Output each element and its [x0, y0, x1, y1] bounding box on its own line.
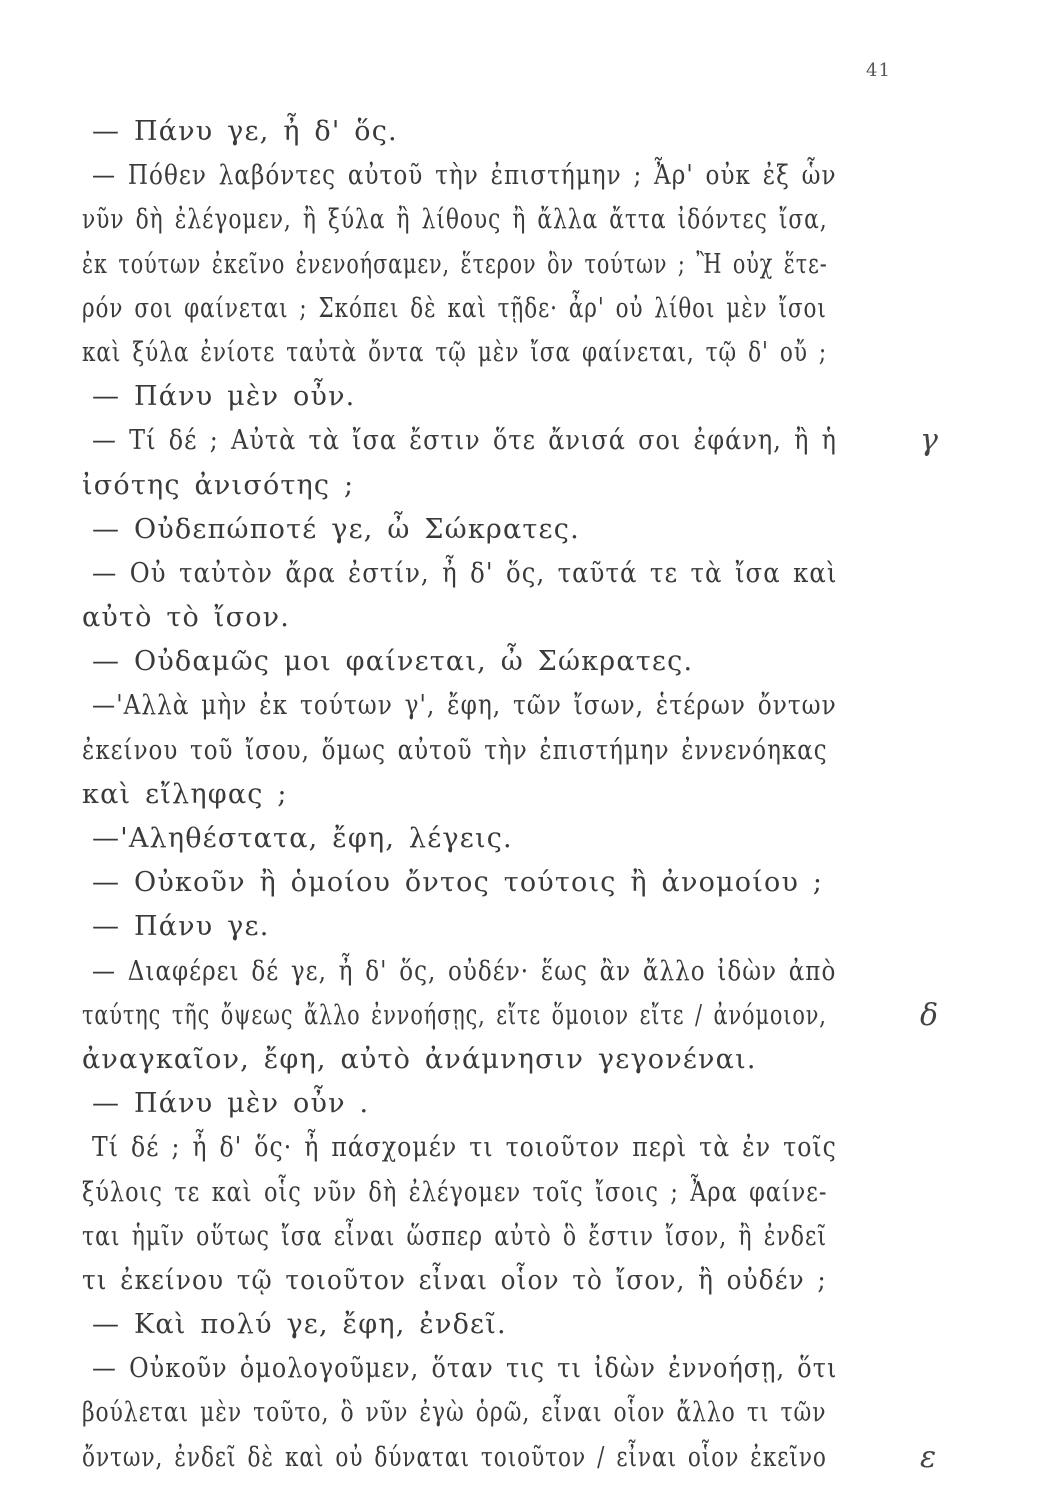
text-line-content: αὐτὸ τὸ ἴσον.	[82, 602, 291, 634]
greek-text-body	[82, 110, 940, 1480]
text-line	[82, 198, 922, 242]
stephanus-margin-mark: δ	[920, 997, 940, 1033]
text-line	[82, 729, 922, 773]
text-line	[82, 1215, 922, 1259]
text-line	[82, 464, 922, 508]
text-line-content: — Πάνυ μὲν οὖν.	[92, 381, 356, 413]
text-line	[82, 994, 940, 1038]
text-line-content: ἐκείνου τοῦ ἴσου, ὅμως αὐτοῦ τὴν ἐπιστήμην ἐννενόηκας	[82, 734, 828, 766]
text-line-content: ται ἡμῖν οὕτως ἴσα εἶναι ὥσπερ αὐτὸ ὃ ἔστιν ἴσον, ἢ ἐνδεῖ	[82, 1220, 827, 1252]
text-line	[82, 1038, 922, 1082]
text-line	[82, 596, 922, 640]
text-line-content: — Πάνυ γε.	[92, 911, 270, 943]
text-line	[82, 1436, 938, 1480]
text-line	[82, 1171, 922, 1215]
text-line	[82, 1082, 922, 1126]
text-line-content: — Πάνυ γε, ἦ δ' ὅς.	[92, 116, 398, 147]
text-line-content: — Διαφέρει δέ γε, ἦ δ' ὅς, οὐδέν· ἕως ἂν ἄλλο ἰδὼν ἀπὸ	[92, 955, 837, 987]
text-line	[82, 419, 940, 463]
text-line-content: — Πάνυ μὲν οὖν .	[92, 1088, 370, 1120]
text-line-content: — Οὐδεπώποτέ γε, ὦ Σώκρατες.	[92, 513, 580, 545]
text-line-content: τι ἐκείνου τῷ τοιοῦτον εἶναι οἷον τὸ ἴσον, ἢ οὐδέν ;	[82, 1264, 827, 1296]
text-line	[82, 1391, 922, 1435]
text-line	[82, 331, 922, 375]
text-line-content: ἰσότης ἀνισότης ;	[82, 469, 355, 501]
text-line-content: — Οὐκοῦν ἢ ὁμοίου ὄντος τούτοις ἢ ἀνομοίου ;	[92, 867, 824, 899]
text-line-content: καὶ ξύλα ἐνίοτε ταὐτὰ ὄντα τῷ μὲν ἴσα φαίνεται, τῷ δ' οὔ ;	[82, 336, 828, 368]
text-line-content: ὄντων, ἐνδεῖ δὲ καὶ οὐ δύναται τοιοῦτον / εἶναι οἷον ἐκεῖνο	[82, 1441, 827, 1473]
text-line	[82, 905, 922, 949]
text-line-content: —'Αληθέστατα, ἔφη, λέγεις.	[92, 823, 513, 854]
text-line	[82, 1347, 922, 1391]
text-line	[82, 154, 922, 198]
text-line-content: ξύλοις τε καὶ οἷς νῦν δὴ ἐλέγομεν τοῖς ἴσοις ; Ἆρα φαίνε-	[82, 1176, 828, 1208]
text-line	[82, 375, 922, 419]
stephanus-margin-mark: γ	[920, 423, 940, 459]
text-line	[82, 1303, 922, 1347]
text-line-content: Τί δέ ; ἦ δ' ὅς· ἦ πάσχομέν τι τοιοῦτον περὶ τὰ ἐν τοῖς	[92, 1132, 837, 1164]
text-line	[82, 110, 922, 154]
stephanus-margin-mark: ε	[920, 1439, 938, 1475]
text-line	[82, 1259, 922, 1303]
text-line-content: — Οὐδαμῶς μοι φαίνεται, ὦ Σώκρατες.	[92, 646, 694, 678]
text-line	[82, 508, 922, 552]
text-line	[82, 1126, 922, 1170]
text-line-content: —'Αλλὰ μὴν ἐκ τούτων γ', ἔφη, τῶν ἴσων, ἑτέρων ὄντων	[92, 690, 837, 722]
text-line	[82, 861, 922, 905]
text-line-content: καὶ εἴληφας ;	[82, 778, 288, 810]
text-line-content: ταύτης τῆς ὄψεως ἄλλο ἐννοήσῃς, εἴτε ὅμοιον εἴτε / ἀνόμοιον,	[82, 999, 827, 1031]
text-line	[82, 684, 922, 728]
text-line-content: βούλεται μὲν τοῦτο, ὃ νῦν ἐγὼ ὁρῶ, εἶναι οἷον ἄλλο τι τῶν	[82, 1397, 827, 1429]
text-line	[82, 640, 922, 684]
text-line-content: — Οὐκοῦν ὁμολογοῦμεν, ὅταν τις τι ἰδὼν ἐννοήσῃ, ὅτι	[92, 1353, 838, 1385]
text-line-content: — Πόθεν λαβόντες αὐτοῦ τὴν ἐπιστήμην ; Ἆρ' οὐκ ἐξ ὧν	[92, 160, 837, 192]
text-line	[82, 950, 922, 994]
page-number: 41	[866, 60, 891, 81]
text-line-content: ἀναγκαῖον, ἔφη, αὐτὸ ἀνάμνησιν γεγονέναι.	[82, 1043, 757, 1075]
text-line	[82, 773, 922, 817]
text-line-content: — Καὶ πολύ γε, ἔφη, ἐνδεῖ.	[92, 1309, 507, 1341]
text-line-content: ρόν σοι φαίνεται ; Σκόπει δὲ καὶ τῇδε· ἆρ' οὐ λίθοι μὲν ἴσοι	[82, 292, 827, 324]
text-line-content: νῦν δὴ ἐλέγομεν, ἢ ξύλα ἢ λίθους ἢ ἄλλα ἄττα ἰδόντες ἴσα,	[82, 204, 828, 236]
text-line	[82, 817, 922, 861]
text-line-content: ἐκ τούτων ἐκεῖνο ἐνενοήσαμεν, ἕτερον ὂν τούτων ; Ἢ οὐχ ἕτε-	[82, 248, 828, 280]
text-line	[82, 243, 922, 287]
text-line-content: — Τί δέ ; Αὐτὰ τὰ ἴσα ἔστιν ὅτε ἄνισά σοι ἐφάνη, ἢ ἡ	[92, 425, 838, 457]
text-line	[82, 552, 922, 596]
text-line-content: — Οὐ ταὐτὸν ἄρα ἐστίν, ἦ δ' ὅς, ταῦτά τε τὰ ἴσα καὶ	[92, 557, 838, 589]
text-line	[82, 287, 922, 331]
